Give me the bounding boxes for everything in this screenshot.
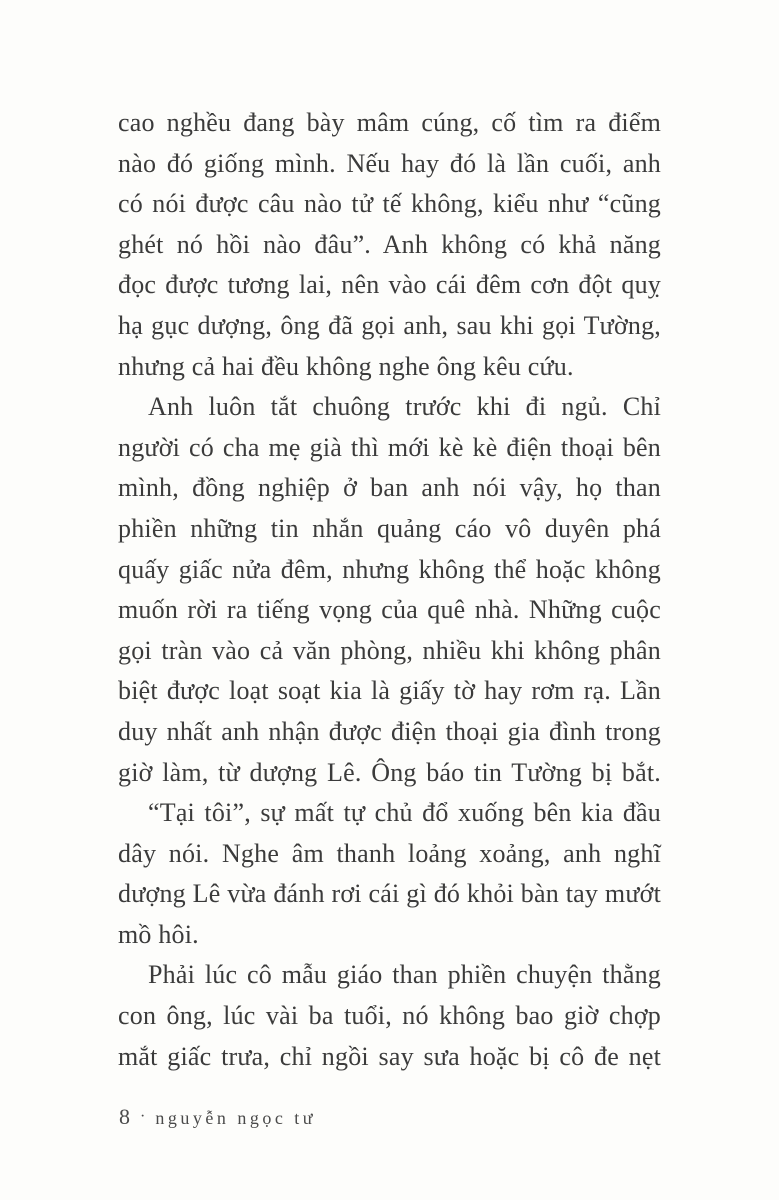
body-text: [118, 103, 661, 1077]
page-number: 8: [119, 1104, 130, 1129]
paragraph: [118, 955, 661, 1077]
text-line: mắt giấc trưa, chỉ ngồi say sưa hoặc bị cô đe nẹt: [118, 1041, 661, 1071]
text-line: Phải lúc cô mẫu giáo than phiền chuyện thằng: [148, 960, 661, 990]
text-line: “Tại tôi”, sự mất tự chủ đổ xuống bên kia đầu: [148, 798, 661, 828]
text-line: người có cha mẹ già thì mới kè kè điện thoại bên: [118, 432, 661, 462]
paragraph: [118, 103, 661, 387]
text-line: cao nghều đang bày mâm cúng, cố tìm ra điểm: [118, 108, 661, 137]
text-line: phiền những tin nhắn quảng cáo vô duyên phá: [118, 513, 661, 543]
author-name: nguyễn ngọc tư: [155, 1108, 317, 1128]
footer-separator-dot: ·: [140, 1108, 146, 1125]
text-line: biệt được loạt soạt kia là giấy tờ hay rơm rạ. Lần: [118, 676, 661, 706]
text-line: đọc được tương lai, nên vào cái đêm cơn đột quỵ: [118, 270, 661, 300]
page-footer: [119, 1104, 316, 1130]
text-line: con ông, lúc vài ba tuổi, nó không bao giờ chợp: [118, 1001, 661, 1031]
paragraph: [118, 387, 661, 793]
text-line: Anh luôn tắt chuông trước khi đi ngủ. Chỉ: [148, 392, 661, 422]
text-line: mồ hôi.: [118, 919, 199, 949]
text-line: dượng Lê vừa đánh rơi cái gì đó khỏi bàn tay mướt: [118, 879, 661, 909]
text-line: có nói được câu nào tử tế không, kiểu như “cũng: [118, 189, 661, 219]
text-line: quấy giấc nửa đêm, nhưng không thể hoặc không: [118, 554, 661, 584]
text-line: mình, đồng nghiệp ở ban anh nói vậy, họ than: [118, 473, 661, 503]
text-line: hạ gục dượng, ông đã gọi anh, sau khi gọi Tường,: [118, 310, 661, 340]
text-line: nhưng cả hai đều không nghe ông kêu cứu.: [118, 351, 574, 381]
paragraph: [118, 793, 661, 955]
text-line: muốn rời ra tiếng vọng của quê nhà. Những cuộc: [118, 595, 661, 625]
text-line: giờ làm, từ dượng Lê. Ông báo tin Tường bị bắt.: [118, 757, 661, 787]
text-line: dây nói. Nghe âm thanh loảng xoảng, anh nghĩ: [118, 838, 661, 868]
text-line: gọi tràn vào cả văn phòng, nhiều khi không phân: [118, 635, 661, 665]
text-line: duy nhất anh nhận được điện thoại gia đình trong: [118, 716, 661, 746]
text-line: nào đó giống mình. Nếu hay đó là lần cuối, anh: [118, 148, 661, 178]
text-line: ghét nó hồi nào đâu”. Anh không có khả năng: [118, 229, 661, 259]
